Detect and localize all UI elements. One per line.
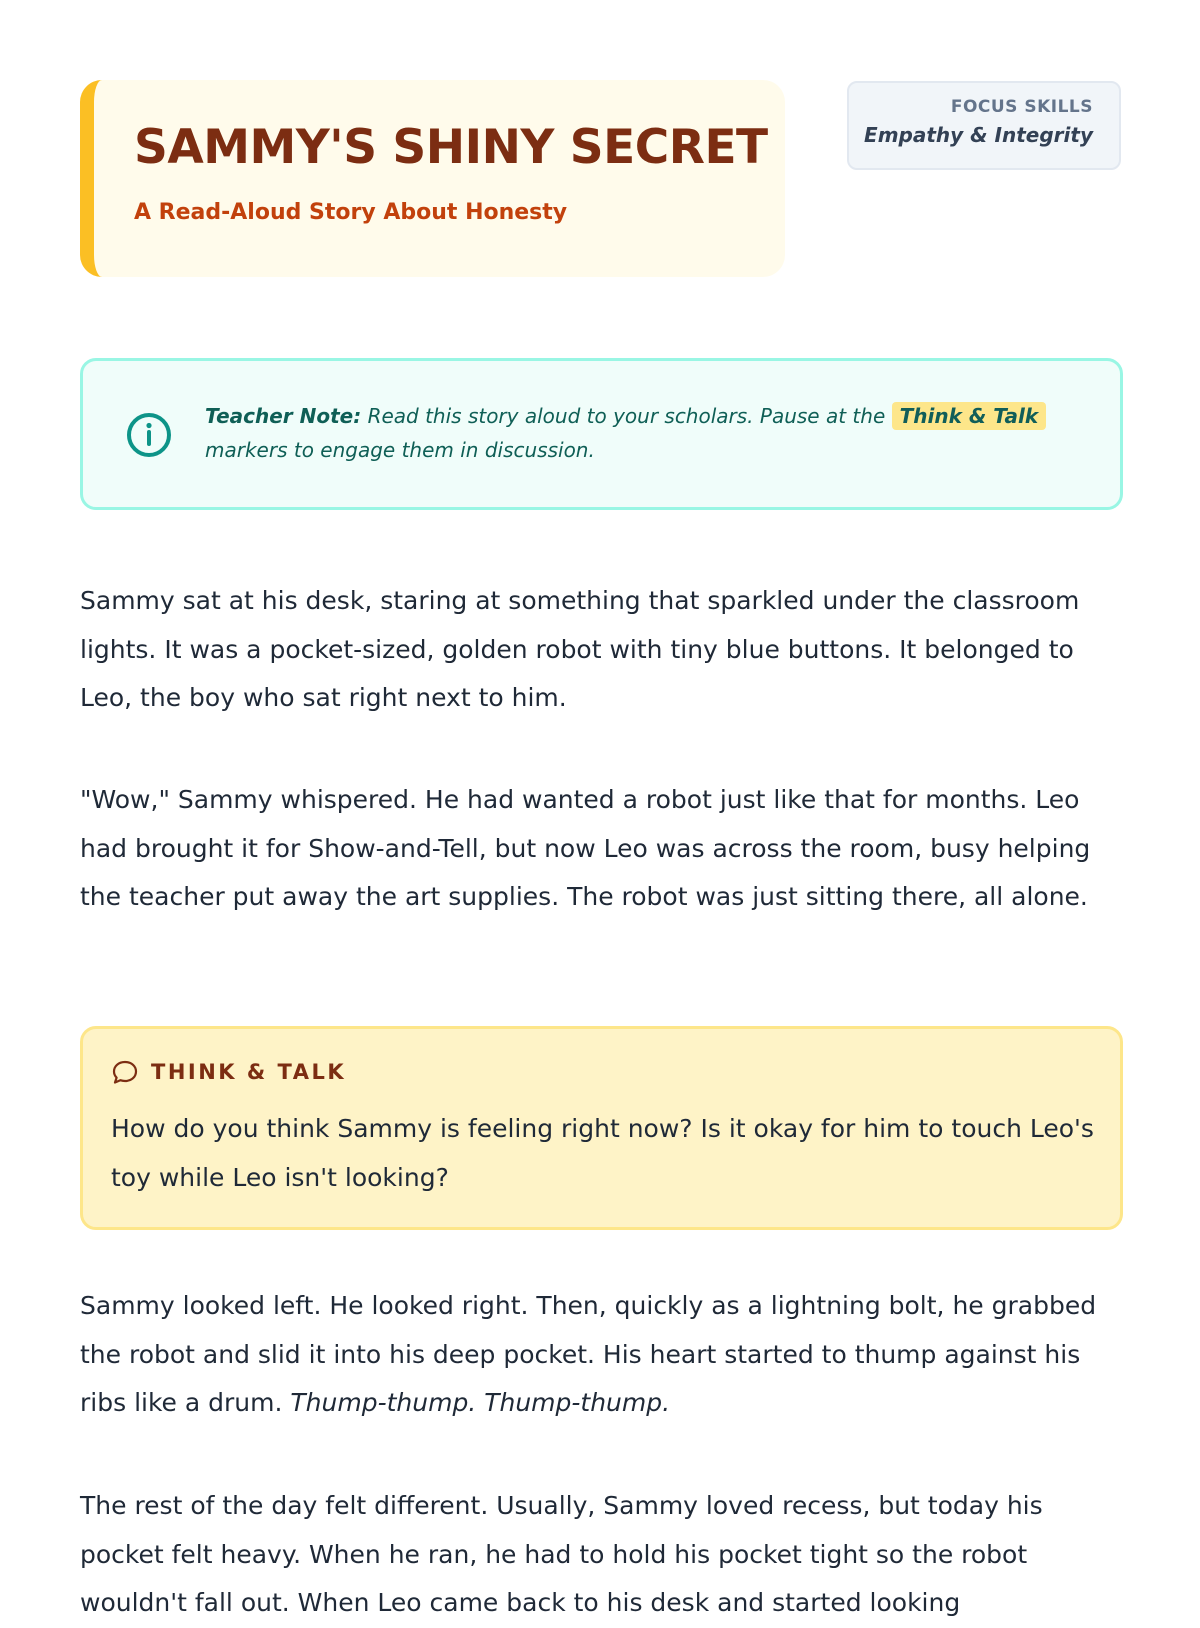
think-talk-highlight: Think & Talk <box>892 402 1047 430</box>
story-paragraph-3-emphasis: Thump-thump. Thump-thump. <box>290 1388 671 1417</box>
title-card <box>80 80 785 277</box>
page-subtitle: A Read-Aloud Story About Honesty <box>134 200 568 225</box>
teacher-note-text <box>205 399 1085 467</box>
story-paragraph-3 <box>80 1282 1125 1428</box>
speech-bubble-icon <box>111 1058 139 1086</box>
story-paragraph-4: The rest of the day felt different. Usually, Sammy loved recess, but today his pocket felt heavy. When he ran, he had to hold his pocket tight so the robot wouldn't fall out. When Leo came back to his desk and started looking <box>80 1491 1043 1617</box>
teacher-note-body: Read this story aloud to your scholars. Pause at the <box>361 404 892 428</box>
page-title: SAMMY'S SHINY SECRET <box>134 120 768 175</box>
think-talk-box <box>80 1026 1123 1230</box>
think-talk-header <box>111 1057 346 1087</box>
think-talk-question: How do you think Sammy is feeling right now? Is it okay for him to touch Leo's toy while Leo isn't looking? <box>111 1114 1094 1192</box>
focus-skills-card <box>847 81 1121 170</box>
teacher-note <box>80 358 1123 510</box>
focus-skills-label: FOCUS SKILLS <box>950 97 1093 117</box>
story-paragraph-1: Sammy sat at his desk, staring at something that sparkled under the classroom lights. It was a pocket-sized, golden robot with tiny blue buttons. It belonged to Leo, the boy who sat right next to him. <box>80 586 1080 712</box>
focus-skills-value: Empathy & Integrity <box>864 123 1093 148</box>
info-icon <box>125 411 173 459</box>
think-talk-label: THINK & TALK <box>151 1060 347 1084</box>
story-paragraph-2: "Wow," Sammy whispered. He had wanted a robot just like that for months. Leo had brought it for Show-and-Tell, but now Leo was across the room, busy helping the teacher put away the art supplies. The robot was just sitting there, all alone. <box>80 785 1091 911</box>
teacher-note-tail: markers to engage them in discussion. <box>205 438 595 462</box>
story-paragraph-3-text: Sammy looked left. He looked right. Then, quickly as a lightning bolt, he grabbed the robot and slid it into his deep pocket. His heart started to thump against his ribs like a drum. <box>80 1291 1097 1417</box>
teacher-note-lead: Teacher Note: <box>205 404 362 428</box>
